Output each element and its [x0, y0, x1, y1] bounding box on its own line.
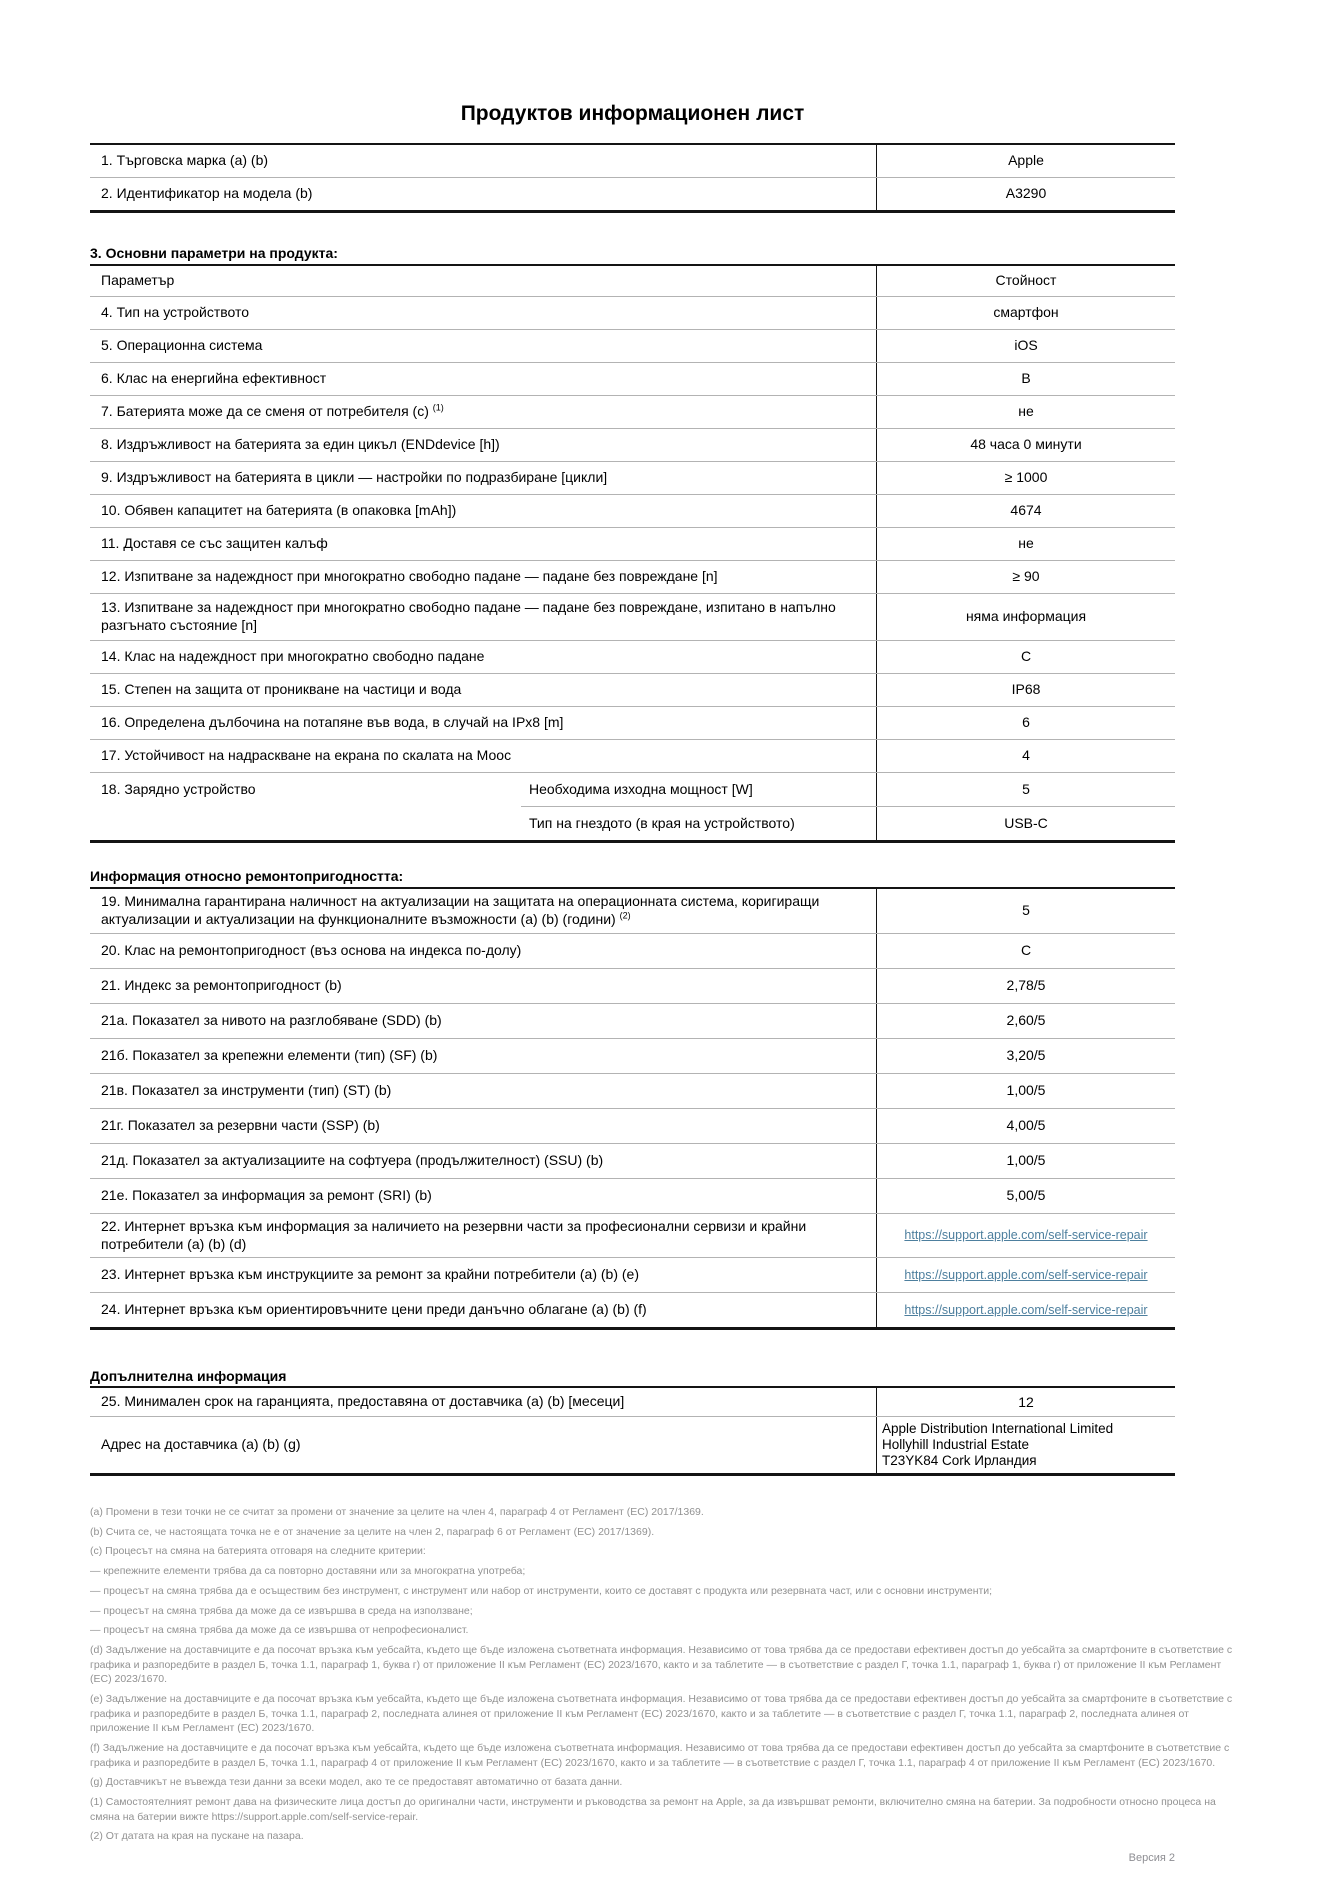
param-label: 8. Издръжливост на батерията за един цикъл (ENDdevice [h]) [101, 436, 500, 453]
param-value: 12 [876, 1388, 1175, 1416]
supplier-address [876, 1417, 1175, 1473]
param-value [876, 1258, 1175, 1292]
page-title: Продуктов информационен лист [460, 102, 805, 125]
table-row [90, 1108, 1175, 1143]
param-value: C [876, 641, 1175, 673]
param-label: 1. Търговска марка (a) (b) [101, 152, 269, 169]
repairability-table [90, 887, 1175, 1331]
param-value: USB-C [876, 807, 1175, 840]
column-header-parameter: Параметър [101, 272, 175, 289]
param-label: 2. Идентификатор на модела (b) [101, 185, 313, 202]
table-row [90, 527, 1175, 560]
additional-table [90, 1386, 1175, 1476]
table-row [90, 494, 1175, 527]
param-value: IP68 [876, 674, 1175, 706]
param-label: 12. Изпитване за надеждност при многократно свободно падане — падане без повреждане [n] [101, 568, 718, 585]
param-label: 14. Клас на надеждност при многократно свободно падане [101, 647, 485, 664]
spare-parts-link[interactable]: https://support.apple.com/self-service-repair [904, 1227, 1148, 1242]
param-value: 48 часа 0 минути [876, 429, 1175, 461]
parameters-table [90, 264, 1175, 843]
param-value: 2,60/5 [876, 1004, 1175, 1038]
param-value: 5,00/5 [876, 1179, 1175, 1213]
table-row [90, 1388, 1175, 1416]
charger-subrow [521, 773, 1175, 806]
charger-subtable [521, 773, 1175, 840]
table-row [90, 889, 1175, 933]
table-row [90, 145, 1175, 177]
param-label: 21. Индекс за ремонтопригодност (b) [101, 976, 342, 993]
param-value: 1,00/5 [876, 1074, 1175, 1108]
param-label: 5. Операционна система [101, 337, 263, 354]
table-header-row [90, 266, 1175, 296]
param-label: 17. Устойчивост на надраскване на екрана по скалата на Моос [101, 746, 512, 763]
table-row [90, 706, 1175, 739]
param-label: 16. Определена дълбочина на потапяне във вода, в случай на IPx8 [m] [101, 713, 564, 730]
param-label: 19. Минимална гарантирана наличност на актуализации на защитата на операционната система, коригиращи актуализации и актуализации на функционалните възможности (a) (b) (години) $^{(2)}$ [101, 892, 820, 927]
address-line: T23YK84 Cork Ирландия [882, 1453, 1037, 1469]
table-row [90, 329, 1175, 362]
table-row [90, 1292, 1175, 1327]
footnote: (1) Самостоятелният ремонт дава на физическите лица достъп до оригинални части, инструменти и ръководства за ремонт на Apple, за да извършват ремонти, включително смяна на батерии. За подробности относно процеса на смяна на батерии вижте https://support.apple.com/self-service-repair. [90, 1796, 1216, 1823]
sub-param-label: Тип на гнездото (в края на устройството) [529, 815, 795, 832]
param-label: 23. Интернет връзка към инструкциите за ремонт за крайни потребители (a) (b) (e) [101, 1266, 639, 1283]
param-label: 21д. Показател за актуализациите на софтуера (продължителност) (SSU) (b) [101, 1151, 604, 1168]
table-row [90, 739, 1175, 772]
param-label: 24. Интернет връзка към ориентировъчните цени преди данъчно облагане (a) (b) (f) [101, 1301, 647, 1318]
param-value: смартфон [876, 297, 1175, 329]
param-value: не [876, 528, 1175, 560]
footnote: — крепежните елементи трябва да са повторно доставяни или за многократна употреба; [90, 1565, 526, 1578]
charger-subrow [521, 806, 1175, 840]
table-row [90, 1178, 1175, 1213]
section-heading-repairability: Информация относно ремонтопригодността: [90, 867, 404, 884]
column-header-value: Стойност [876, 266, 1175, 296]
identification-table [90, 143, 1175, 213]
footnote: (d) Задължение на доставчиците е да посочат връзка към уебсайта, където ще бъде изложена съответната информация. Независимо от това трябва да се предостави ефективен достъп до уебсайта за смартфоните в съответствие с графика и разпоредбите в раздел Б, точка 1.1, параграф 1, буква г) от приложение II към Регламент (ЕС) 2023/1670, както и за таблетите — в съответствие с раздел Г, точка 1.1, параграф 1, буква г) от приложение II към Регламент (ЕС) 2023/1670. [90, 1643, 1233, 1686]
sub-param-label: Необходима изходна мощност [W] [529, 781, 753, 798]
footnote-ref-2: (2) [619, 910, 631, 921]
footnote: (e) Задължение на доставчиците е да посочат връзка към уебсайта, където ще бъде изложена съответната информация. Независимо от това трябва да се предостави ефективен достъп до уебсайта за смартфоните в съответствие с графика и разпоредбите в раздел Б, точка 1.1, параграф 2, последната алинея от приложение II към Регламент (ЕС) 2023/1670, както и за таблетите — в съответствие с раздел Г, точка 1.1, параграф 2, последната алинея от приложение II към Регламент (ЕС) 2023/1670. [90, 1692, 1233, 1735]
param-value: 2,78/5 [876, 969, 1175, 1003]
version-label: Версия 2 [1128, 1852, 1175, 1865]
param-value: 1,00/5 [876, 1144, 1175, 1178]
charger-row [90, 772, 1175, 840]
footnote: (c) Процесът на смяна на батерията отговаря на следните критерии: [90, 1545, 426, 1558]
table-row [90, 177, 1175, 210]
table-row [90, 1416, 1175, 1473]
footnote: — процесът на смяна трябва да може да се извършва от непрофесионалист. [90, 1624, 469, 1637]
param-value: не [876, 396, 1175, 428]
table-row [90, 640, 1175, 673]
param-label: 15. Степен на защита от проникване на частици и вода [101, 680, 462, 697]
table-row [90, 296, 1175, 329]
footnote: (2) От датата на края на пускане на пазара. [90, 1830, 304, 1843]
table-row [90, 1003, 1175, 1038]
param-value: 6 [876, 707, 1175, 739]
table-row [90, 1257, 1175, 1292]
param-label: Адрес на доставчика (a) (b) (g) [101, 1436, 301, 1453]
param-label: 21б. Показател за крепежни елементи (тип) (SF) (b) [101, 1046, 438, 1063]
document-content [90, 0, 1233, 1865]
table-row [90, 673, 1175, 706]
param-value: 5 [876, 773, 1175, 806]
param-value [876, 1293, 1175, 1327]
param-label: 21е. Показател за информация за ремонт (SRI) (b) [101, 1186, 432, 1203]
param-label: 4. Тип на устройството [101, 304, 250, 321]
param-value: ≥ 90 [876, 561, 1175, 593]
param-label: 13. Изпитване за надеждност при многократно свободно падане — падане без повреждане, изпитано в напълно разгънато състояние [n] [101, 599, 836, 633]
footnote-ref-1: (1) [432, 402, 444, 413]
param-label: 21а. Показател за нивото на разглобяване (SDD) (b) [101, 1011, 442, 1028]
table-row [90, 362, 1175, 395]
address-line: Apple Distribution International Limited [882, 1421, 1114, 1437]
param-label: 21г. Показател за резервни части (SSP) (b) [101, 1116, 380, 1133]
table-row [90, 1143, 1175, 1178]
table-row [90, 560, 1175, 593]
param-value: няма информация [876, 594, 1175, 640]
table-row [90, 395, 1175, 428]
footnote: (g) Доставчикът не въвежда тези данни за всеки модел, ако те се предоставят автоматично от базата данни. [90, 1776, 623, 1789]
param-label: 21в. Показател за инструменти (тип) (ST) (b) [101, 1081, 392, 1098]
table-row [90, 1073, 1175, 1108]
param-label: 20. Клас на ремонтопригодност (въз основа на индекса по-долу) [101, 941, 522, 958]
param-label: 6. Клас на енергийна ефективност [101, 370, 327, 387]
section-heading-parameters: 3. Основни параметри на продукта: [90, 245, 338, 261]
table-row [90, 428, 1175, 461]
footnote: (f) Задължение на доставчиците е да посочат връзка към уебсайта, където ще бъде изложена съответната информация. Независимо от това трябва да се предостави ефективен достъп до уебсайта за смартфоните в съответствие с графика и разпоредбите в раздел Б, точка 1.1, параграф 4 от приложение II към Регламент (ЕС) 2023/1670, както и за таблетите — в съответствие с раздел Г, точка 1.1, параграф 4 от приложение II към Регламент (ЕС) 2023/1670. [90, 1742, 1230, 1769]
param-value: C [876, 934, 1175, 968]
param-value: iOS [876, 330, 1175, 362]
param-label: 11. Доставя се със защитен калъф [101, 535, 328, 552]
section-heading-additional: Допълнителна информация [90, 1368, 287, 1385]
address-line: Hollyhill Industrial Estate [882, 1437, 1030, 1453]
param-label: 7. Батерията може да се сменя от потребителя (c) $^{(1)}$ [101, 402, 444, 420]
table-row [90, 1038, 1175, 1073]
param-label: 22. Интернет връзка към информация за наличието на резервни части за професионални сервизи и крайни потребители (a) (b) (d) [101, 1217, 807, 1252]
param-label: 10. Обявен капацитет на батерията (в опаковка [mAh]) [101, 502, 457, 519]
footnotes [90, 1505, 1245, 1844]
param-value: ≥ 1000 [876, 462, 1175, 494]
param-value: A3290 [876, 178, 1175, 210]
pricing-link[interactable]: https://support.apple.com/self-service-repair [904, 1302, 1148, 1317]
param-value: 4,00/5 [876, 1109, 1175, 1143]
footnote: — процесът на смяна трябва да е осъществим без инструмент, с инструмент или набор от инструменти, които се доставят с продукта или резервната част, или с основни инструменти; [90, 1584, 993, 1597]
param-value: B [876, 363, 1175, 395]
param-value: 4674 [876, 495, 1175, 527]
footnote: — процесът на смяна трябва да може да се извършва в среда на използване; [90, 1604, 473, 1617]
param-value: 5 [876, 889, 1175, 933]
table-row [90, 461, 1175, 494]
param-value: 4 [876, 740, 1175, 772]
repair-instructions-link[interactable]: https://support.apple.com/self-service-repair [904, 1267, 1148, 1282]
table-row [90, 1213, 1175, 1258]
param-label: 25. Минимален срок на гаранцията, предоставяна от доставчика (a) (b) [месеци] [101, 1393, 625, 1410]
table-row [90, 968, 1175, 1003]
footnote: (b) Счита се, че настоящата точка не е от значение за целите на член 2, параграф 6 от Регламент (ЕС) 2017/1369). [90, 1525, 655, 1538]
param-label: 9. Издръжливост на батерията в цикли — настройки по подразбиране [цикли] [101, 469, 608, 486]
param-label: 18. Зарядно устройство [101, 780, 256, 797]
param-value: 3,20/5 [876, 1039, 1175, 1073]
table-row [90, 933, 1175, 968]
footnote: (a) Промени в тези точки не се считат за промени от значение за целите на член 4, параграф 4 от Регламент (ЕС) 2017/1369. [90, 1506, 704, 1519]
param-value [876, 1214, 1175, 1258]
table-row [90, 593, 1175, 640]
param-value: Apple [876, 145, 1175, 177]
